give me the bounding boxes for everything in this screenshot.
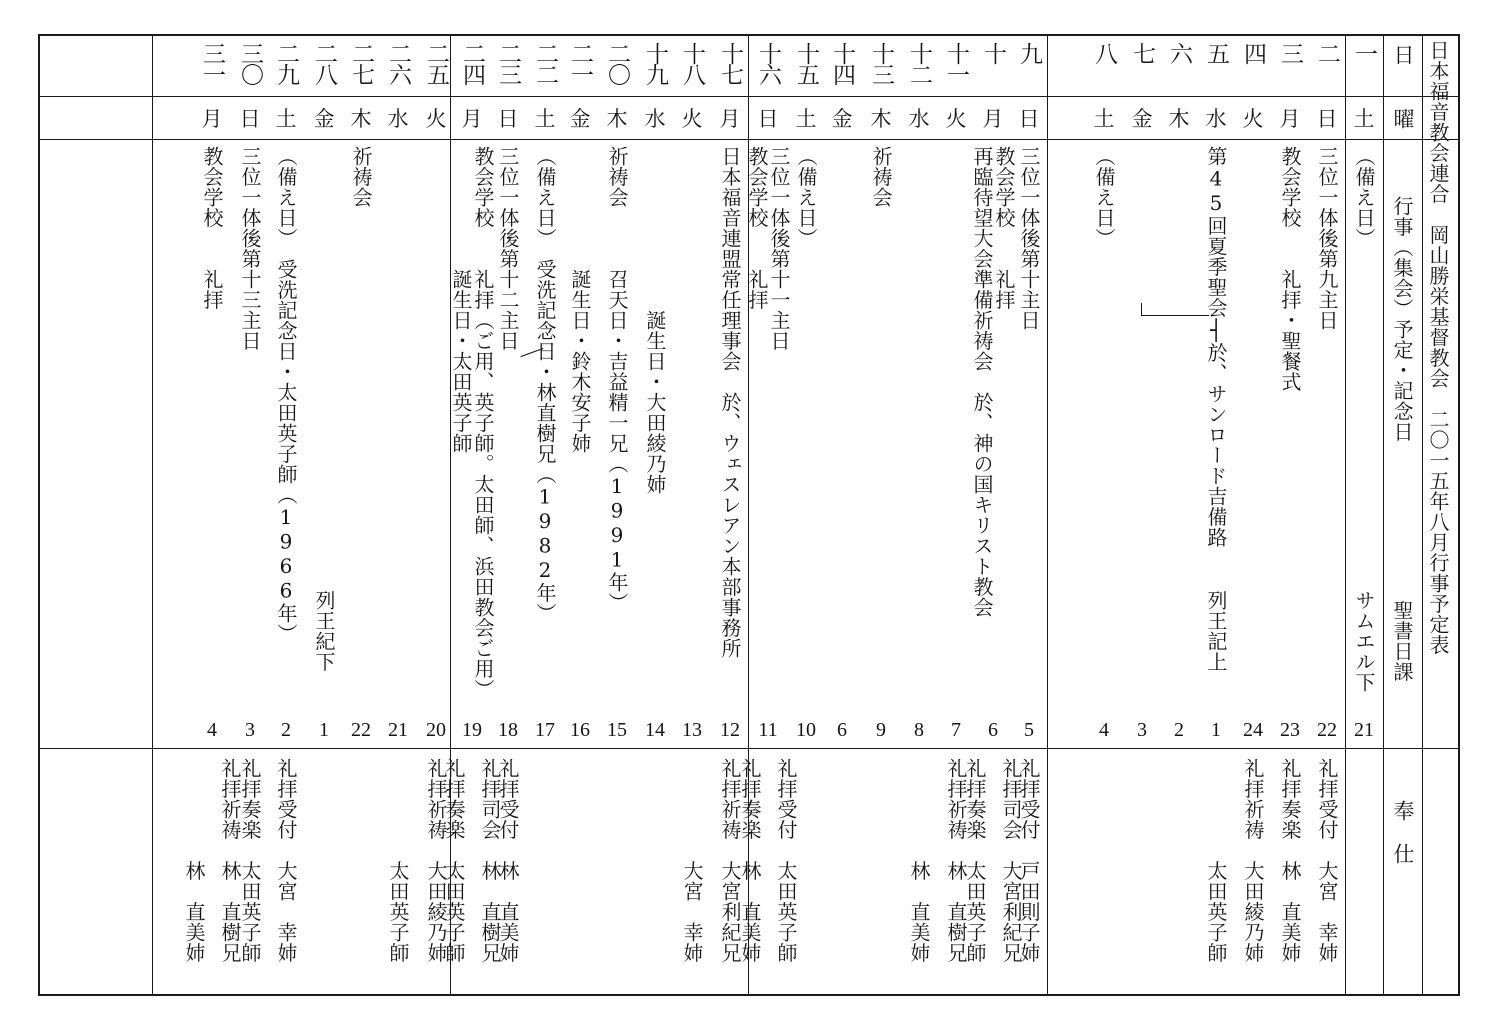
bracket-mark xyxy=(1141,315,1209,316)
service-assignment: 礼拝受付 戸田則子姉 xyxy=(1017,758,1041,963)
event-text: 三位一体後第十二主日 xyxy=(496,146,520,351)
service-assignment: 礼拝受付 太田英子師 xyxy=(774,758,798,963)
bible-header: 聖書日課 xyxy=(1390,600,1414,682)
event-text: （備え日） xyxy=(1092,146,1116,249)
chapter-number: 9 xyxy=(876,719,886,741)
service-assignment: 礼拝司会 林 直樹兄 xyxy=(478,758,502,963)
divider-title xyxy=(1422,34,1423,996)
day-number-kanji: 十六 xyxy=(755,42,781,84)
service-assignment: 大宮 幸姉 xyxy=(680,758,704,963)
service-assignment: 礼拝奏楽 林 直美姉 xyxy=(1278,758,1302,963)
event-text: 三位一体後第十一主日 xyxy=(767,146,791,351)
weekday-label: 土 xyxy=(1093,107,1115,131)
event-text: （備え日） xyxy=(1352,146,1376,249)
day-number-kanji: 十三 xyxy=(868,42,894,84)
day-number-kanji: 二一 xyxy=(567,42,593,84)
day-number-kanji: 五 xyxy=(1203,42,1229,63)
weekday-label: 火 xyxy=(1242,107,1264,131)
weekday-label: 金 xyxy=(1131,107,1153,131)
weekday-label: 木 xyxy=(1168,107,1190,131)
weekday-label: 日 xyxy=(1018,107,1040,131)
chapter-number: 8 xyxy=(914,719,924,741)
chapter-number: 3 xyxy=(245,719,255,741)
weekday-label: 日 xyxy=(757,107,779,131)
chapter-number: 22 xyxy=(351,719,371,741)
service-assignment: 礼拝奏楽 林 直美姉 xyxy=(738,758,762,963)
day-number-kanji: 六 xyxy=(1166,42,1192,63)
event-text: （備え日） 受洗記念日・林直樹兄（1982年） xyxy=(533,146,557,624)
divider-week-2 xyxy=(1047,34,1048,996)
event-text: 再臨待望大会準備祈祷会 於、神の国キリスト教会 xyxy=(970,146,994,618)
chapter-number: 22 xyxy=(1317,719,1337,741)
chapter-number: 20 xyxy=(426,719,446,741)
chapter-number: 13 xyxy=(682,719,702,741)
chapter-number: 21 xyxy=(388,719,408,741)
service-assignment: 礼拝奏楽 太田英子師 xyxy=(963,758,987,963)
day-number-kanji: 十二 xyxy=(906,42,932,84)
document-title: 日本福音教会連合 岡山勝栄基督教会 二〇一五年八月行事予定表 xyxy=(1426,40,1450,655)
day-number-kanji: 二六 xyxy=(385,42,411,84)
day-number-kanji: 二 xyxy=(1314,42,1340,63)
divider-week-5 xyxy=(152,34,153,996)
chapter-number: 21 xyxy=(1354,719,1374,741)
weekday-label: 月 xyxy=(461,107,483,131)
event-text: 日本福音連盟常任理事会 於、ウェスレアン本部事務所 xyxy=(718,146,742,659)
event-text: 教会学校 礼拝 xyxy=(200,146,224,310)
day-number-kanji: 二八 xyxy=(311,42,337,84)
event-text: 祈祷会 召天日・吉益精一兄（1991年） xyxy=(605,146,629,613)
weekday-label: 日 xyxy=(239,107,261,131)
event-text: 三位一体後第十主日 xyxy=(1017,146,1041,331)
day-number-kanji: 三 xyxy=(1277,42,1303,63)
event-text: 誕生日・大田綾乃姉 xyxy=(643,146,667,495)
weekday-label: 金 xyxy=(831,107,853,131)
weekday-label: 月 xyxy=(982,107,1004,131)
chapter-number: 4 xyxy=(207,719,217,741)
weekday-label: 水 xyxy=(644,107,666,131)
day-number-kanji: 十八 xyxy=(679,42,705,84)
chapter-number: 15 xyxy=(607,719,627,741)
event-text: 誕生日・太田英子師 xyxy=(449,146,473,454)
weekday-label: 日 xyxy=(497,107,519,131)
day-number-kanji: 十五 xyxy=(793,42,819,84)
service-assignment: 礼拝奏楽 太田英子師 xyxy=(238,758,262,963)
event-text: 教会学校 礼拝・聖餐式 xyxy=(1278,146,1302,392)
chapter-number: 6 xyxy=(837,719,847,741)
day-number-kanji: 二四 xyxy=(459,42,485,84)
chapter-number: 10 xyxy=(796,719,816,741)
day-number-kanji: 二七 xyxy=(348,42,374,84)
service-assignment: 礼拝司会 大宮利紀兄 xyxy=(999,758,1023,963)
event-text: 三位一体後第十三主日 xyxy=(238,146,262,351)
weekday-label: 火 xyxy=(425,107,447,131)
weekday-label: 日 xyxy=(1316,107,1338,131)
event-text: 誕生日・鈴木安子姉 xyxy=(568,146,592,454)
service-assignment: 礼拝受付 林 直美姉 xyxy=(496,758,520,963)
day-number-kanji: 十九 xyxy=(642,42,668,84)
divider-day-row xyxy=(38,96,1460,97)
weekday-label: 水 xyxy=(1205,107,1227,131)
chapter-number: 6 xyxy=(988,719,998,741)
service-assignment: 礼拝祈祷 林 直樹兄 xyxy=(218,758,242,963)
weekday-label: 水 xyxy=(908,107,930,131)
event-text: 祈祷会 xyxy=(349,146,373,208)
weekday-label: 土 xyxy=(795,107,817,131)
chapter-number: 12 xyxy=(720,719,740,741)
chapter-number: 5 xyxy=(1024,719,1034,741)
day-number-kanji: 二五 xyxy=(423,42,449,84)
weekday-label: 金 xyxy=(313,107,335,131)
event-text: 祈祷会 xyxy=(869,146,893,208)
weekday-label: 金 xyxy=(569,107,591,131)
divider-service-row xyxy=(38,748,1460,749)
divider-weekday-row xyxy=(38,139,1460,140)
weekday-label: 木 xyxy=(606,107,628,131)
service-assignment: 礼拝祈祷 林 直樹兄 xyxy=(944,758,968,963)
chapter-number: 14 xyxy=(645,719,665,741)
bible-reading: 列王記上 xyxy=(1204,590,1228,672)
chapter-number: 1 xyxy=(1211,719,1221,741)
chapter-number: 3 xyxy=(1137,719,1147,741)
chapter-number: 7 xyxy=(951,719,961,741)
chapter-number: 2 xyxy=(1174,719,1184,741)
event-text: （備え日） xyxy=(794,146,818,249)
service-assignment: 礼拝祈祷 大田綾乃姉 xyxy=(1241,758,1265,963)
weekday-label: 月 xyxy=(719,107,741,131)
bible-reading: 列王紀下 xyxy=(312,590,336,672)
service-assignment: 太田英子師 xyxy=(1204,758,1228,963)
day-number-kanji: 七 xyxy=(1129,42,1155,63)
event-text: 教会学校 礼拝（ご用、英子師。太田師、浜田教会ご用） xyxy=(471,146,495,700)
service-assignment: 林 直美姉 xyxy=(182,758,206,963)
weekday-label: 火 xyxy=(945,107,967,131)
chapter-number: 19 xyxy=(462,719,482,741)
chapter-number: 17 xyxy=(535,719,555,741)
weekday-header: 曜 xyxy=(1391,108,1415,130)
event-text: （備え日） 受洗記念日・太田英子師（1966年） xyxy=(274,146,298,644)
service-assignment: 太田英子師 xyxy=(386,758,410,963)
day-number-kanji: 三一 xyxy=(199,42,225,84)
day-number-kanji: 一 xyxy=(1351,42,1377,63)
weekday-label: 土 xyxy=(275,107,297,131)
chapter-number: 4 xyxy=(1099,719,1109,741)
bracket-mark xyxy=(1141,303,1142,315)
service-assignment: 礼拝受付 大宮 幸姉 xyxy=(1315,758,1339,963)
weekday-label: 月 xyxy=(1279,107,1301,131)
service-assignment: 礼拝祈祷 大宮利紀兄 xyxy=(718,758,742,963)
day-number-kanji: 三〇 xyxy=(237,42,263,84)
bible-reading: サムエル下 xyxy=(1352,590,1376,693)
service-header: 奉仕 xyxy=(1391,800,1415,886)
chapter-number: 1 xyxy=(319,719,329,741)
day-number-kanji: 二二 xyxy=(532,42,558,84)
weekday-label: 木 xyxy=(350,107,372,131)
weekday-label: 水 xyxy=(387,107,409,131)
service-assignment: 礼拝祈祷 大田綾乃姉 xyxy=(424,758,448,963)
chapter-number: 11 xyxy=(758,719,778,741)
divider-week-1 xyxy=(1345,34,1346,996)
chapter-number: 24 xyxy=(1243,719,1263,741)
event-text: 三位一体後第九主日 xyxy=(1315,146,1339,331)
day-number-kanji: 十一 xyxy=(943,42,969,84)
chapter-number: 2 xyxy=(281,719,291,741)
divider-header xyxy=(1383,34,1384,996)
day-number-kanji: 四 xyxy=(1240,42,1266,63)
day-number-kanji: 二九 xyxy=(273,42,299,84)
weekday-label: 土 xyxy=(534,107,556,131)
chapter-number: 18 xyxy=(498,719,518,741)
event-text: 教会学校 礼拝 xyxy=(992,146,1016,310)
event-text: 教会学校 礼拝 xyxy=(745,146,769,310)
day-number-kanji: 九 xyxy=(1016,42,1042,63)
day-number-kanji: 二三 xyxy=(495,42,521,84)
events-header: 行事（集会）予定・記念日 xyxy=(1390,196,1414,442)
day-header: 日 xyxy=(1391,44,1415,66)
weekday-label: 木 xyxy=(870,107,892,131)
chapter-number: 16 xyxy=(570,719,590,741)
weekday-label: 土 xyxy=(1353,107,1375,131)
day-number-kanji: 十七 xyxy=(717,42,743,84)
weekday-label: 月 xyxy=(201,107,223,131)
weekday-label: 火 xyxy=(681,107,703,131)
day-number-kanji: 十 xyxy=(980,42,1006,63)
service-assignment: 礼拝奏楽 太田英子師 xyxy=(442,758,466,963)
day-number-kanji: 十四 xyxy=(829,42,855,84)
service-assignment: 礼拝受付 大宮 幸姉 xyxy=(274,758,298,963)
chapter-number: 23 xyxy=(1280,719,1300,741)
service-assignment: 林 直美姉 xyxy=(907,758,931,963)
day-number-kanji: 八 xyxy=(1091,42,1117,63)
event-text: 第45回夏季聖会┤於、サンロード吉備路 xyxy=(1204,146,1228,548)
day-number-kanji: 二〇 xyxy=(604,42,630,84)
